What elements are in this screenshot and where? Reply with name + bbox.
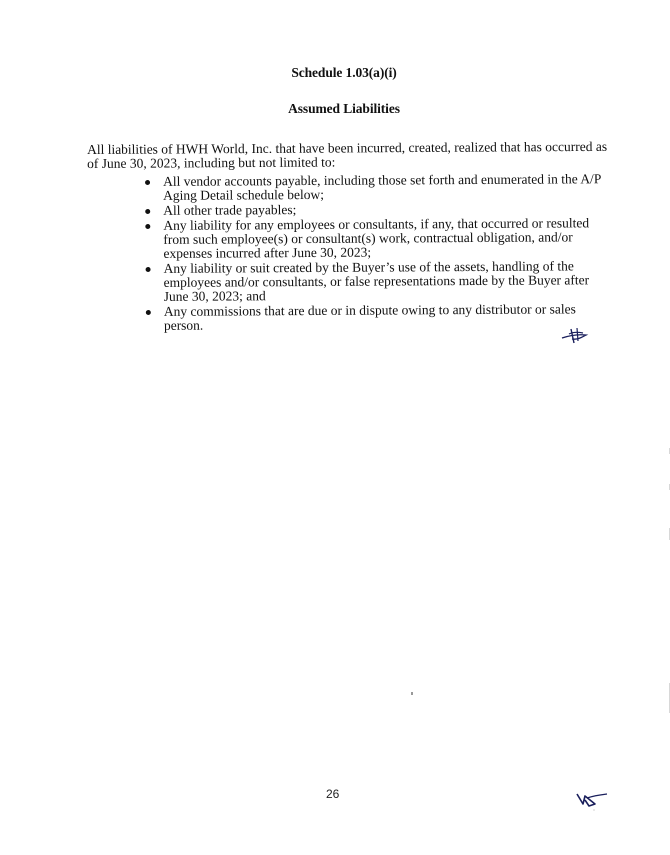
section-title: Assumed Liabilities bbox=[288, 101, 400, 116]
handwritten-initials-icon bbox=[560, 326, 590, 346]
list-item-line: June 30, 2023; and bbox=[163, 288, 266, 304]
list-item-line: All other trade payables; bbox=[163, 202, 297, 218]
list-item-line: Any liability for any employees or consultants, if any, that occurred or resulted bbox=[163, 215, 590, 233]
list-item-line: from such employee(s) or consultant(s) work, contractual obligation, and/or bbox=[163, 229, 573, 247]
scan-artifact bbox=[411, 692, 413, 695]
bullet-icon bbox=[145, 180, 150, 185]
list-item-line: person. bbox=[163, 317, 204, 333]
schedule-title: Schedule 1.03(a)(i) bbox=[291, 65, 397, 80]
list-item-line: All vendor accounts payable, including those set forth and enumerated in the A/P bbox=[162, 171, 602, 189]
list-item-line: Any liability or suit created by the Buyer’s use of the assets, handling of the bbox=[163, 258, 574, 276]
list-item bbox=[145, 172, 605, 203]
list-item bbox=[146, 259, 606, 304]
intro-line: of June 30, 2023, including but not limited to: bbox=[87, 154, 336, 171]
page-number: 26 bbox=[326, 787, 340, 801]
liabilities-list bbox=[145, 172, 606, 334]
intro-paragraph bbox=[87, 140, 607, 171]
list-item-line: Aging Detail schedule below; bbox=[163, 186, 325, 203]
list-item bbox=[145, 216, 605, 261]
list-item-line: Any commissions that are due or in dispute owing to any distributor or sales bbox=[163, 301, 576, 319]
handwritten-initials-icon bbox=[575, 788, 609, 812]
bullet-icon bbox=[146, 310, 151, 315]
bullet-icon bbox=[146, 267, 151, 272]
list-item-line: employees and/or consultants, or false representations made by the Buyer after bbox=[163, 272, 590, 290]
bullet-icon bbox=[145, 209, 150, 214]
list-item-line: expenses incurred after June 30, 2023; bbox=[163, 244, 372, 261]
intro-line: All liabilities of HWH World, Inc. that have been incurred, created, realized that has occurred as bbox=[86, 138, 608, 157]
list-item bbox=[146, 302, 606, 333]
bullet-icon bbox=[145, 224, 150, 229]
